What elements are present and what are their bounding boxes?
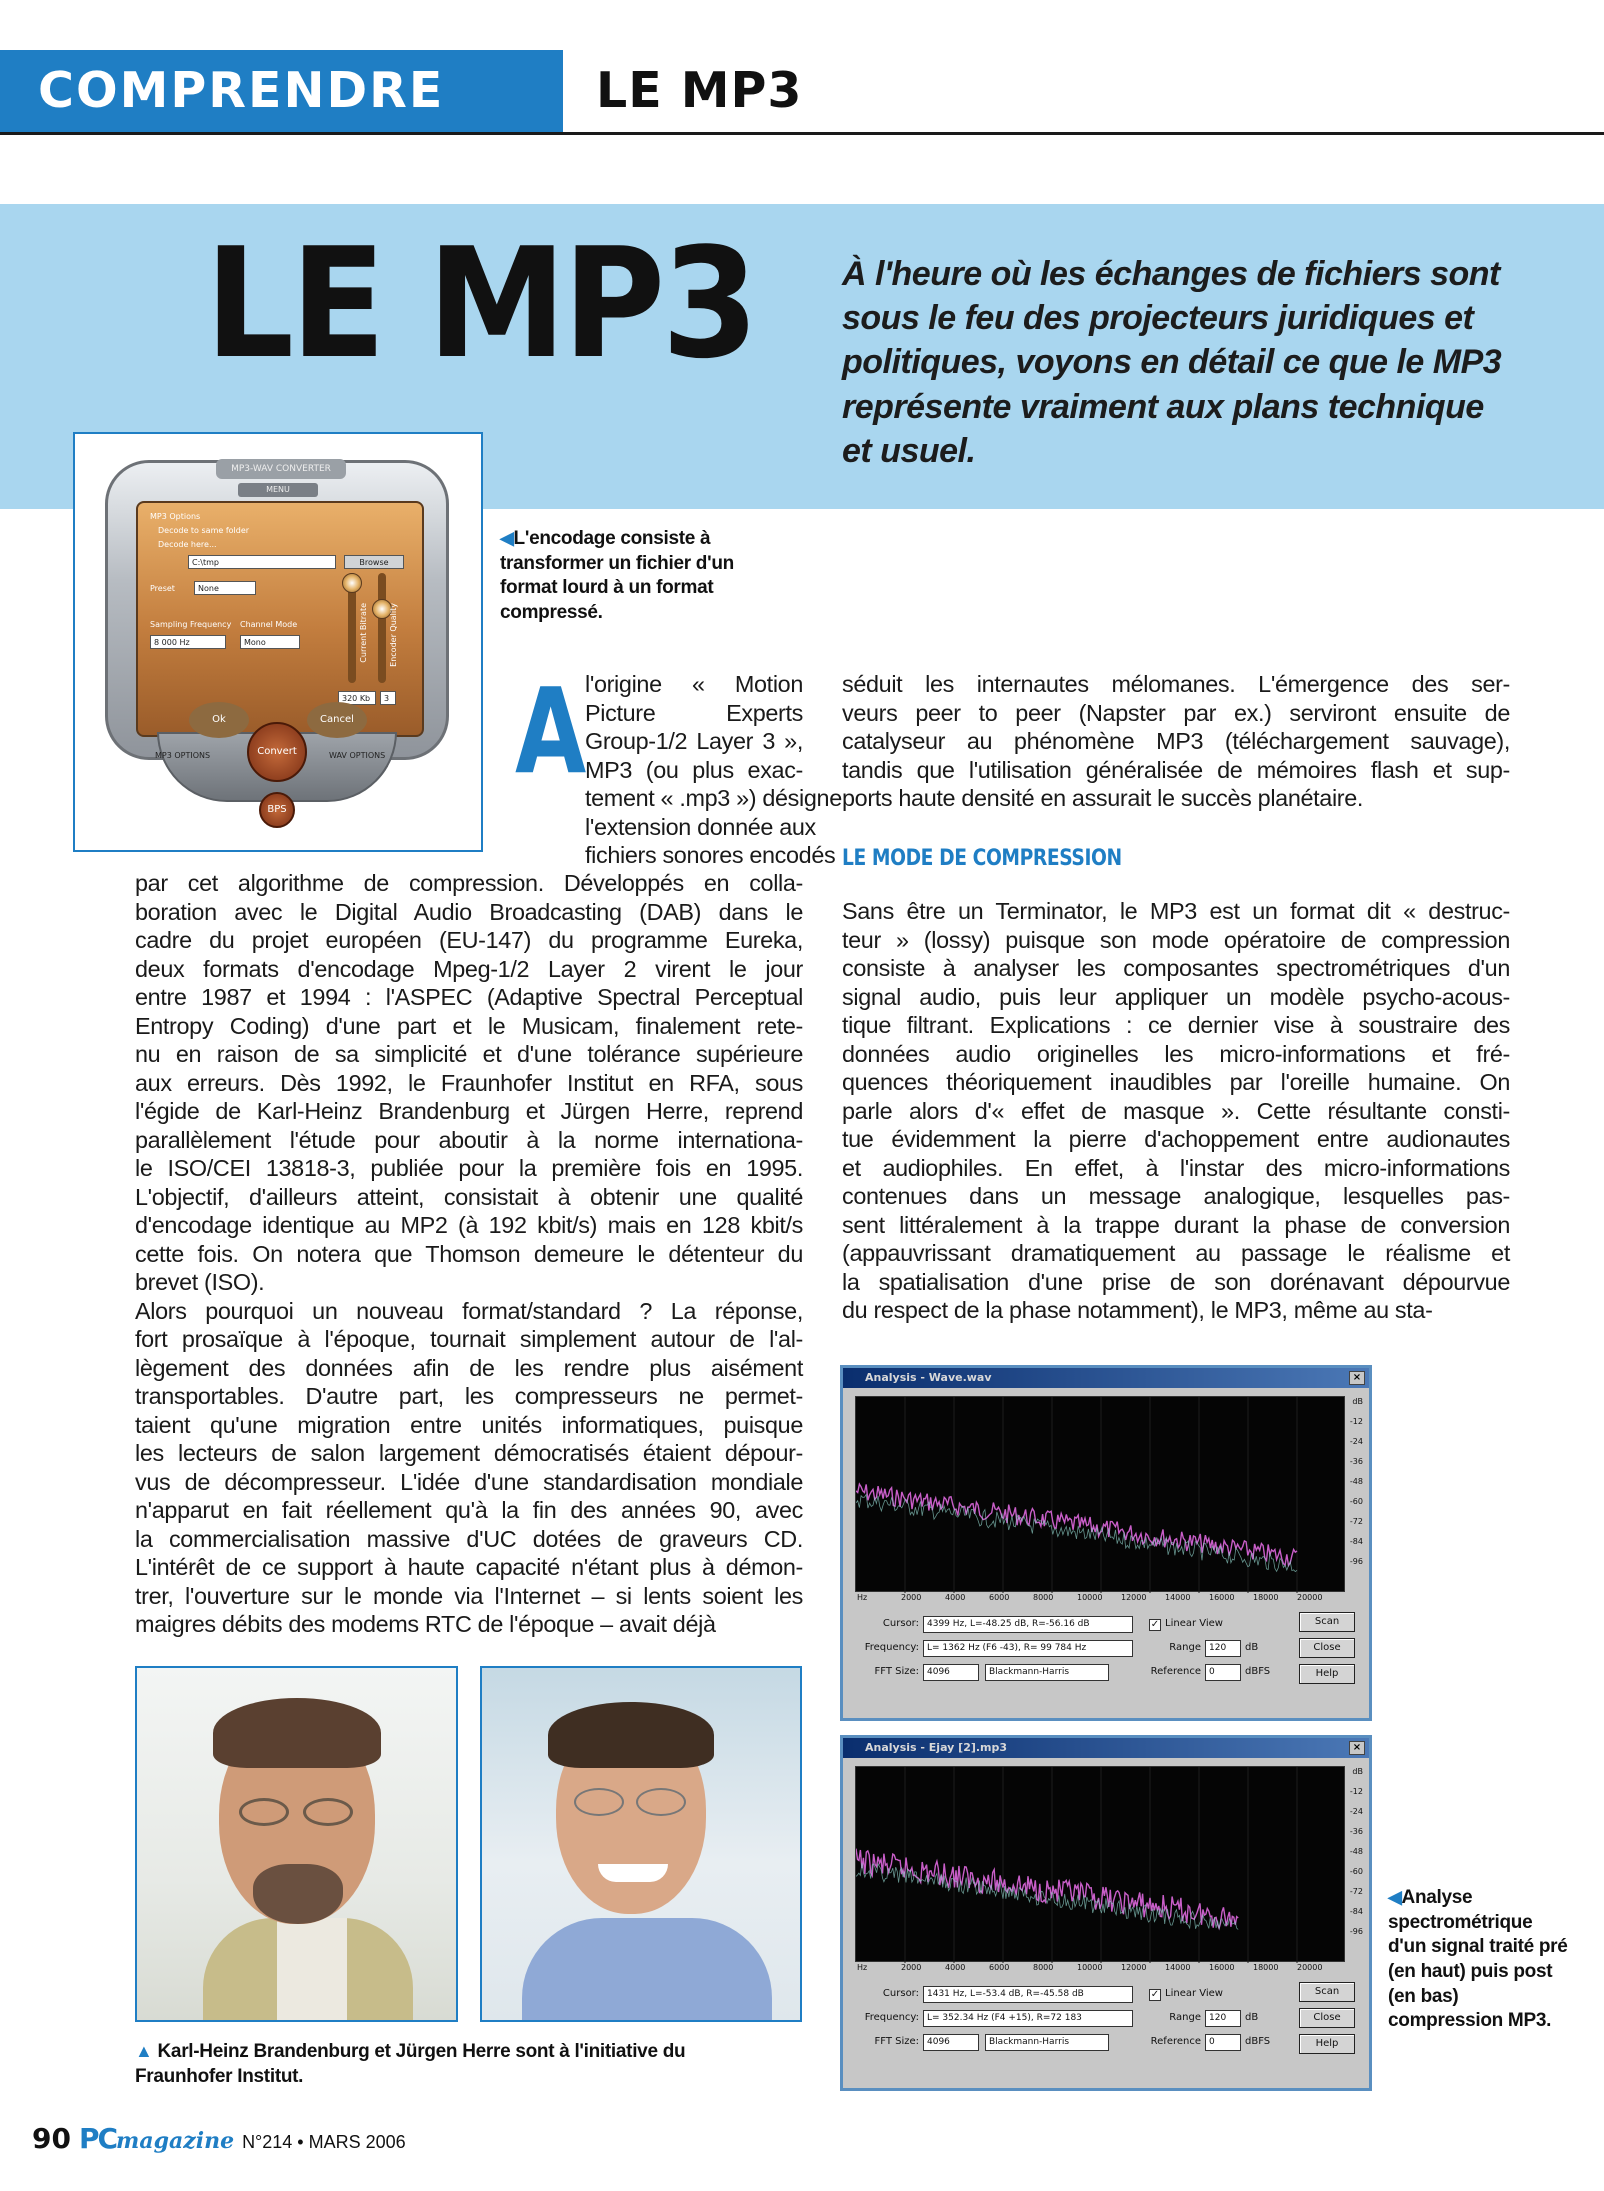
close-button: Close (1299, 2008, 1355, 2028)
text-line: l'origine « Motion (585, 671, 803, 697)
text-line: Sans être un Terminator, le MP3 est un format dit « destruc- (842, 898, 1510, 924)
linear-view-label: Linear View (1165, 1988, 1223, 1999)
spectrum-svg (856, 1767, 1346, 1963)
close-icon: × (1349, 1371, 1365, 1385)
cursor-field: 4399 Hz, L=-48.25 dB, R=-56.16 dB (923, 1616, 1133, 1633)
text-line: séduit les internautes mélomanes. L'émergence des ser- (842, 671, 1510, 697)
text-line: du respect de la phase notamment), le MP3, même au sta- (842, 1297, 1433, 1323)
text-line: L'objectif, d'ailleurs atteint, consistait à obtenir une qualité (135, 1183, 803, 1210)
text-line: aux erreurs. Dès 1992, le Fraunhofer Institut en RFA, sous (135, 1069, 803, 1096)
converter-caption-text: L'encodage consiste à transformer un fichier d'un format lourd à un format compressé. (500, 528, 734, 624)
column-right-top (842, 670, 1510, 813)
x-tick-label: 4000 (945, 1593, 966, 1602)
linear-view-checkbox: ✓ (1150, 1989, 1160, 2000)
text-line: brevet (ISO). (135, 1269, 265, 1295)
rubric-title: LE MP3 (596, 62, 803, 119)
help-button: Help (1299, 2034, 1355, 2054)
y-tick-label: dB (1352, 1767, 1363, 1776)
x-tick-label: 2000 (901, 1963, 922, 1972)
text-line: Entropy Coding) d'une part et le Musicam, finalement rete- (135, 1012, 803, 1039)
issue-info: N°214 • MARS 2006 (242, 2132, 406, 2152)
range-field: 120 (1205, 2010, 1241, 2027)
rubric-label: COMPRENDRE (0, 50, 563, 132)
range-unit: dB (1245, 1642, 1259, 1653)
converter-app (97, 452, 457, 832)
converter-panel (136, 501, 424, 737)
channel-select: Mono (240, 635, 300, 649)
header-divider (0, 132, 1604, 135)
x-tick-label: Hz (857, 1963, 868, 1972)
spectrum-trace (856, 1484, 1297, 1566)
x-tick-label: 8000 (1033, 1963, 1054, 1972)
analysis-window-post (840, 1735, 1372, 2091)
text-line: Picture Experts (585, 699, 803, 726)
text-line: entre 1987 et 1994 : l'ASPEC (Adaptive Spectral Perceptual (135, 984, 803, 1010)
scan-button: Scan (1299, 1612, 1355, 1632)
smile (598, 1864, 668, 1882)
cursor-field: 1431 Hz, L=-53.4 dB, R=-45.58 dB (923, 1986, 1133, 2003)
analysis-caption-text: Analyse spectrométrique d'un signal traité pré (en haut) puis post (en bas) compression MP3. (1388, 1887, 1568, 2032)
text-line: la spatialisation d'une prise de son dorénavant dépourvue (842, 1268, 1510, 1295)
fft-size-label: FFT Size: (874, 1666, 919, 1677)
range-unit: dB (1245, 2012, 1259, 2023)
column-left-narrow (585, 670, 842, 870)
y-tick-label: -96 (1349, 1927, 1363, 1936)
window-type-select: Blackmann-Harris (985, 1664, 1109, 1681)
scan-button: Scan (1299, 1982, 1355, 2002)
hair (213, 1698, 381, 1768)
help-button: Help (1299, 1664, 1355, 1684)
column-right-bottom (842, 897, 1510, 1325)
article-headline: LE MP3 (205, 215, 756, 392)
spectrum-svg (856, 1397, 1346, 1593)
range-label: Range (1169, 2012, 1201, 2023)
text-line: deux formats d'encodage Mpeg-1/2 Layer 2 virent le jour (135, 955, 803, 982)
hair (548, 1702, 714, 1768)
photo-brandenburg (135, 1666, 458, 2022)
text-line: lègement des données afin de les rendre plus aisément (135, 1354, 803, 1381)
range-field: 120 (1205, 1640, 1241, 1657)
text-line: le ISO/CEI 13818-3, publiée pour la première fois en 1995. (135, 1155, 803, 1181)
text-line: tique filtrant. Explications : ce dernier vise à soustraire des (842, 1012, 1510, 1038)
linear-view-label: Linear View (1165, 1618, 1223, 1629)
text-line: données audio originelles les micro-informations et fré- (842, 1040, 1510, 1067)
article-intro: À l'heure où les échanges de fichiers sont sous le feu des projecteurs juridiques et politiques, voyons en détail ce que le MP3 représente vraiment aux plans technique et usuel. (842, 255, 1502, 470)
text-line: fort prosaïque à l'époque, tournait simplement autour de l'al- (135, 1326, 803, 1352)
preset-select: None (194, 581, 256, 595)
fft-size-select: 4096 (923, 2034, 979, 2051)
text-line: teur » (lossy) puisque son mode opératoire de compression (842, 926, 1510, 953)
caption-arrow-up-icon: ▲ (135, 2041, 153, 2061)
shirt-blue (522, 1918, 772, 2022)
text-line: nu en raison de sa simplicité et d'une tolérance supérieure (135, 1041, 803, 1067)
close-icon: × (1349, 1741, 1365, 1755)
preset-label: Preset (150, 584, 175, 593)
text-line: consiste à analyser les composantes spectrométriques d'un (842, 955, 1510, 981)
quality-label: Encoder Quality (389, 603, 398, 667)
converter-title: MP3-WAV CONVERTER (216, 459, 346, 479)
drop-cap: A (515, 662, 587, 800)
y-axis (1343, 1766, 1363, 1962)
y-tick-label: -12 (1349, 1417, 1363, 1426)
x-tick-label: 14000 (1165, 1593, 1191, 1602)
photo-herre (480, 1666, 802, 2022)
reference-field: 0 (1205, 2034, 1241, 2051)
frequency-label: Frequency: (864, 1642, 919, 1653)
x-tick-label: 6000 (989, 1963, 1010, 1972)
y-tick-label: -48 (1349, 1847, 1363, 1856)
y-tick-label: -84 (1349, 1907, 1363, 1916)
brand-logo-magazine: magazine (116, 2128, 235, 2154)
x-tick-label: 18000 (1253, 1963, 1279, 1972)
text-line: les lecteurs de salon largement démocratisés étaient dépour- (135, 1440, 803, 1466)
text-line: tandis que l'utilisation généralisée de mémoires flash et sup- (842, 756, 1510, 783)
window-title: Analysis - Ejay [2].mp3 (843, 1738, 1369, 1758)
bps-button: BPS (259, 792, 295, 828)
glasses-left (239, 1798, 289, 1826)
y-tick-label: -72 (1349, 1887, 1363, 1896)
cancel-button: Cancel (307, 702, 367, 738)
text-line: cadre du projet européen (EU-147) du programme Eureka, (135, 927, 803, 953)
glasses-left (574, 1788, 624, 1816)
y-tick-label: -72 (1349, 1517, 1363, 1526)
x-tick-label: 10000 (1077, 1593, 1103, 1602)
y-axis (1343, 1396, 1363, 1592)
y-tick-label: -84 (1349, 1537, 1363, 1546)
beard (253, 1864, 343, 1924)
glasses-right (636, 1788, 686, 1816)
y-tick-label: -60 (1349, 1867, 1363, 1876)
text-line: tue évidemment la pierre d'achoppement entre audionautes (842, 1126, 1510, 1152)
path-field: C:\tmp (188, 555, 336, 569)
analysis-window-pre (840, 1365, 1372, 1721)
window-type-select: Blackmann-Harris (985, 2034, 1109, 2051)
linear-view-checkbox: ✓ (1150, 1619, 1160, 1630)
text-line: cette fois. On notera que Thomson demeure le détenteur du (135, 1240, 803, 1267)
text-line: quences théoriquement inaudibles par l'oreille humaine. On (842, 1069, 1510, 1095)
bitrate-value: 320 Kb (338, 691, 376, 705)
y-tick-label: -36 (1349, 1827, 1363, 1836)
section-header (0, 50, 1604, 136)
converter-menu: MENU (238, 483, 318, 497)
x-tick-label: 20000 (1297, 1593, 1323, 1602)
close-button: Close (1299, 1638, 1355, 1658)
caption-arrow-icon: ◀ (500, 528, 514, 548)
mp3-options-tab: MP3 OPTIONS (155, 751, 211, 760)
bitrate-label: Current Bitrate (359, 603, 368, 663)
caption-arrow-icon: ◀ (1388, 1887, 1402, 1907)
brand-logo-pc: PC (78, 2122, 117, 2155)
reference-label: Reference (1150, 1666, 1201, 1677)
converter-caption (500, 527, 790, 626)
range-label: Range (1169, 1642, 1201, 1653)
x-tick-label: 10000 (1077, 1963, 1103, 1972)
photo-caption-text: Karl-Heinz Brandenburg et Jürgen Herre sont à l'initiative du Fraunhofer Institut. (135, 2041, 686, 2087)
x-tick-label: Hz (857, 1593, 868, 1602)
text-line: d'encodage identique au MP2 (à 192 kbit/s) mais en 128 kbit/s (135, 1212, 803, 1238)
x-tick-label: 18000 (1253, 1593, 1279, 1602)
text-line: catalyseur au phénomène MP3 (téléchargement sauvage), (842, 728, 1510, 754)
text-line: signal audio, puis leur appliquer un modèle psycho-acous- (842, 983, 1510, 1010)
text-line: taient qu'une migration entre unités informatiques, puisque (135, 1411, 803, 1438)
frequency-field: L= 1362 Hz (F6 -43), R= 99 784 Hz (923, 1640, 1133, 1657)
text-line: la commercialisation massive d'UC dotées de graveurs CD. (135, 1525, 803, 1552)
x-axis (855, 1964, 1345, 1976)
radio-decode-here: Decode here... (158, 540, 217, 549)
text-line: boration avec le Digital Audio Broadcasting (DAB) dans le (135, 898, 803, 925)
x-tick-label: 20000 (1297, 1963, 1323, 1972)
y-tick-label: -24 (1349, 1807, 1363, 1816)
text-line: veurs peer to peer (Napster par ex.) serviront ensuite de (842, 699, 1510, 726)
frequency-label: Frequency: (864, 2012, 919, 2023)
converter-image (73, 432, 483, 852)
text-line: n'apparut en fait réellement qu'à la fin des années 90, avec (135, 1497, 803, 1523)
text-line: maigres débits des modems RTC de l'époque – avait déjà (135, 1611, 716, 1637)
y-tick-label: -36 (1349, 1457, 1363, 1466)
y-tick-label: -12 (1349, 1787, 1363, 1796)
browse-button: Browse (344, 555, 404, 569)
text-line: Group-1/2 Layer 3 », (585, 728, 803, 754)
y-tick-label: -96 (1349, 1557, 1363, 1566)
converter-body (105, 460, 449, 760)
reference-label: Reference (1150, 2036, 1201, 2047)
x-tick-label: 16000 (1209, 1593, 1235, 1602)
text-line: transportables. D'autre part, les compresseurs ne permet- (135, 1383, 803, 1409)
text-line: ports haute densité en assurait le succès planétaire. (842, 785, 1364, 811)
text-line: (appauvrissant dramatiquement au passage le réalisme et (842, 1240, 1510, 1266)
analysis-caption (1388, 1886, 1568, 2034)
cursor-label: Cursor: (882, 1988, 919, 1999)
text-line: l'extension donnée aux (585, 813, 816, 840)
bitrate-knob (342, 573, 362, 593)
quality-value: 3 (380, 691, 396, 705)
x-tick-label: 8000 (1033, 1593, 1054, 1602)
x-tick-label: 2000 (901, 1593, 922, 1602)
text-line: parle alors d'« effet de masque ». Cette résultante consti- (842, 1097, 1510, 1124)
text-line: vus de décompresseur. L'idée d'une standardisation mondiale (135, 1468, 803, 1495)
wav-options-tab: WAV OPTIONS (329, 751, 386, 760)
text-line: et audiophiles. En effet, à l'instar des micro-informations (842, 1154, 1510, 1181)
column-left-wide (135, 869, 803, 1639)
y-tick-label: -24 (1349, 1437, 1363, 1446)
fft-size-label: FFT Size: (874, 2036, 919, 2047)
text-line: MP3 (ou plus exac- (585, 756, 803, 783)
x-tick-label: 16000 (1209, 1963, 1235, 1972)
sampling-select: 8 000 Hz (150, 635, 226, 649)
window-title: Analysis - Wave.wav (843, 1368, 1369, 1388)
reference-field: 0 (1205, 1664, 1241, 1681)
cursor-label: Cursor: (882, 1618, 919, 1629)
page-number: 90 (32, 2122, 71, 2155)
fft-size-select: 4096 (923, 1664, 979, 1681)
text-line: contenues dans un message analogique, lesquelles pas- (842, 1183, 1510, 1209)
reference-unit: dBFS (1245, 2036, 1271, 2047)
spectrum-plot (855, 1396, 1345, 1592)
quality-slider (378, 573, 386, 683)
channel-label: Channel Mode (240, 620, 298, 629)
x-tick-label: 14000 (1165, 1963, 1191, 1972)
text-line: trer, l'ouverture sur le monde via l'Internet – si lents soient les (135, 1582, 803, 1609)
options-label: MP3 Options (150, 512, 201, 521)
x-tick-label: 6000 (989, 1593, 1010, 1602)
convert-button: Convert (247, 722, 307, 782)
sampling-label: Sampling Frequency (150, 620, 232, 629)
y-tick-label: -48 (1349, 1477, 1363, 1486)
photo-caption (135, 2040, 755, 2089)
text-line: sent littéralement à la trappe durant la phase de conversion (842, 1211, 1510, 1238)
x-tick-label: 4000 (945, 1963, 966, 1972)
reference-unit: dBFS (1245, 1666, 1271, 1677)
glasses-right (303, 1798, 353, 1826)
text-line: par cet algorithme de compression. Développés en colla- (135, 870, 803, 896)
radio-same-folder: Decode to same folder (158, 526, 250, 535)
ok-button: Ok (189, 702, 249, 738)
x-tick-label: 12000 (1121, 1593, 1147, 1602)
x-axis (855, 1594, 1345, 1606)
x-tick-label: 12000 (1121, 1963, 1147, 1972)
text-line: l'égide de Karl-Heinz Brandenburg et Jürgen Herre, reprend (135, 1098, 803, 1124)
shirt (277, 1918, 347, 2022)
frequency-field: L= 352.34 Hz (F4 +15), R=72 183 (923, 2010, 1133, 2027)
spectrum-trace (856, 1849, 1238, 1929)
text-line: L'intérêt de ce support à haute capacité n'étant plus à démon- (135, 1554, 803, 1580)
page-footer (32, 2122, 406, 2165)
text-line: Alors pourquoi un nouveau format/standard ? La réponse, (135, 1297, 803, 1324)
spectrum-plot (855, 1766, 1345, 1962)
text-line: fichiers sonores encodés (585, 842, 836, 868)
y-tick-label: -60 (1349, 1497, 1363, 1506)
text-line: parallèlement l'étude pour aboutir à la norme internationa- (135, 1126, 803, 1153)
text-line: tement « .mp3 ») désigne (585, 785, 842, 811)
section-subheading: LE MODE DE COMPRESSION (842, 846, 1122, 871)
y-tick-label: dB (1352, 1397, 1363, 1406)
